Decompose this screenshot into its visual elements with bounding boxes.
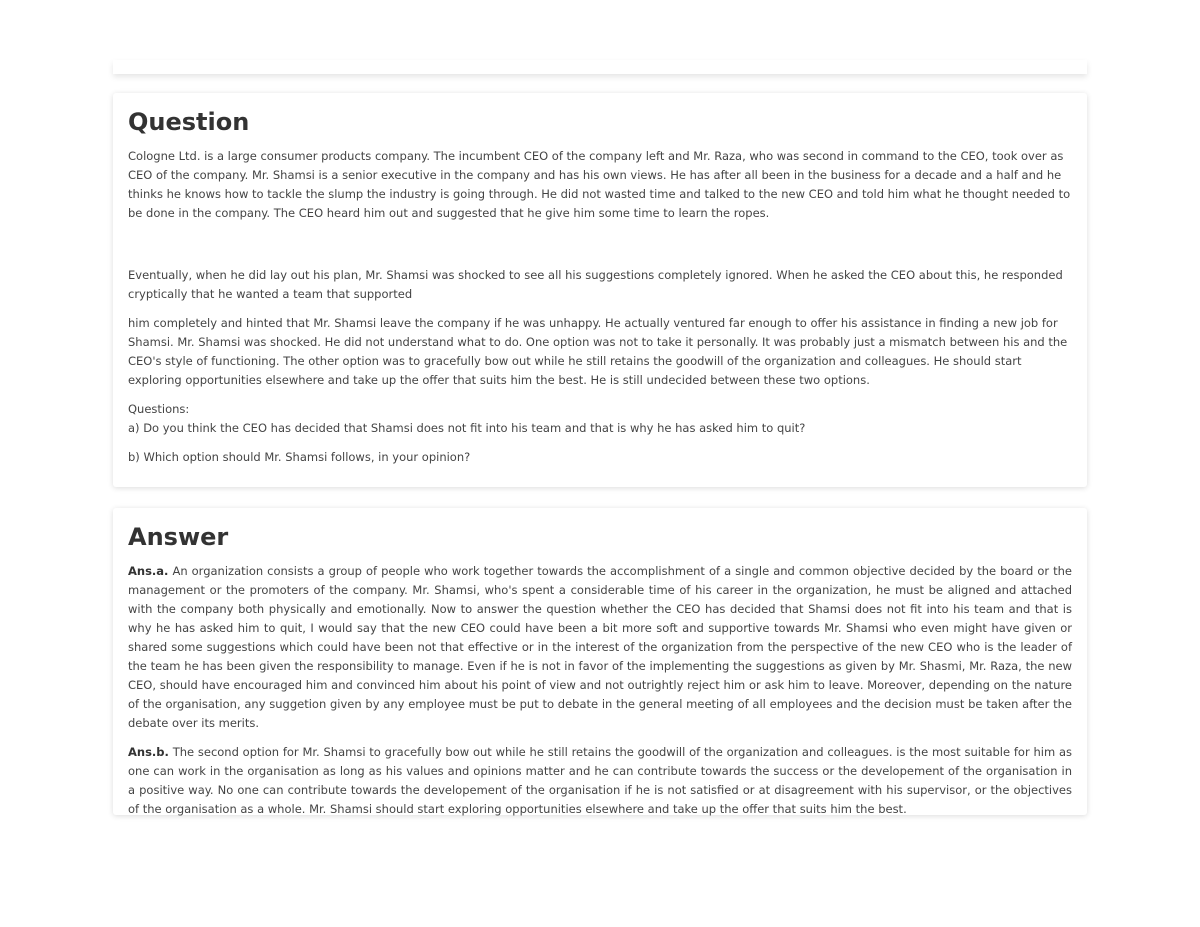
question-a: a) Do you think the CEO has decided that Shamsi does not fit into his team and that is why he has asked him to quit? <box>128 421 806 435</box>
answer-card <box>113 508 1087 815</box>
questions-label: Questions: <box>128 402 190 416</box>
question-paragraph-1: Cologne Ltd. is a large consumer products company. The incumbent CEO of the company left and Mr. Raza, who was second in command to the CEO, took over as CEO of the company. Mr. Shamsi is a senior executive in the company and has his own views. He has after all been in the business for a decade and a half and he thinks he knows how to tackle the slump the industry is going through. He did not wasted time and talked to the new CEO and told him what he thought needed to be done in the company. The CEO heard him out and suggested that he give him some time to learn the ropes. <box>128 149 1071 220</box>
question-paragraph-3: him completely and hinted that Mr. Shamsi leave the company if he was unhappy. He actually ventured far enough to offer his assistance in finding a new job for Shamsi. Mr. Shamsi was shocked. He did not understand what to do. One option was not to take it personally. It was probably just a mismatch between his and the CEO's style of functioning. The other option was to gracefully bow out while he still retains the goodwill of the organization and colleagues. He should start exploring opportunities elsewhere and take up the offer that suits him the best. He is still undecided between these two options. <box>128 316 1068 387</box>
answer-heading: Answer <box>128 523 229 551</box>
answer-a <box>128 562 1072 733</box>
answer-b <box>128 743 1072 819</box>
answer-b-label: Ans.b. <box>128 745 169 759</box>
answer-a-label: Ans.a. <box>128 564 169 578</box>
answer-a-text: An organization consists a group of people who work together towards the accomplishment of a single and common objective decided by the board or the management or the promoters of the company. Mr. Shamsi, who's spent a considerable time of his career in the organization, he must be aligned and attached with the company both physically and emotionally. Now to answer the question whether the CEO has decided that Shamsi does not fit into his team and that is why he has asked him to quit, I would say that the new CEO could have been a bit more soft and supportive towards Mr. Shamsi who even might have given or shared some suggestions which could have been not that effective or in the interest of the organization from the perspective of the new CEO who is the leader of the team he has been given the responsibility to manage. Even if he is not in favor of the implementing the suggestions as given by Mr. Shasmi, Mr. Raza, the new CEO, should have encouraged him and convinced him about his point of view and not outrightly reject him or ask him to leave. Moreover, depending on the nature of the organisation, any suggetion given by any employee must be put to debate in the general meeting of all employees and the decision must be taken after the debate over its merits. <box>128 564 1072 730</box>
question-heading: Question <box>128 108 250 136</box>
previous-card-edge <box>113 60 1087 74</box>
answer-b-text: The second option for Mr. Shamsi to gracefully bow out while he still retains the goodwill of the organization and colleagues. is the most suitable for him as one can work in the organisation as long as his values and opinions matter and he can contribute towards the success or the developement of the organisation in a positive way. No one can contribute towards the developement of the organisation if he is not satisfied or at disagreement with his supervisor, or the objectives of the organisation as a whole. Mr. Shamsi should start exploring opportunities elsewhere and take up the offer that suits him the best. <box>128 745 1072 816</box>
question-paragraph-2: Eventually, when he did lay out his plan, Mr. Shamsi was shocked to see all his suggestions completely ignored. When he asked the CEO about this, he responded cryptically that he wanted a team that supported <box>128 268 1063 301</box>
question-card <box>113 93 1087 487</box>
question-b: b) Which option should Mr. Shamsi follows, in your opinion? <box>128 450 471 464</box>
paragraph-gap <box>128 233 1072 266</box>
